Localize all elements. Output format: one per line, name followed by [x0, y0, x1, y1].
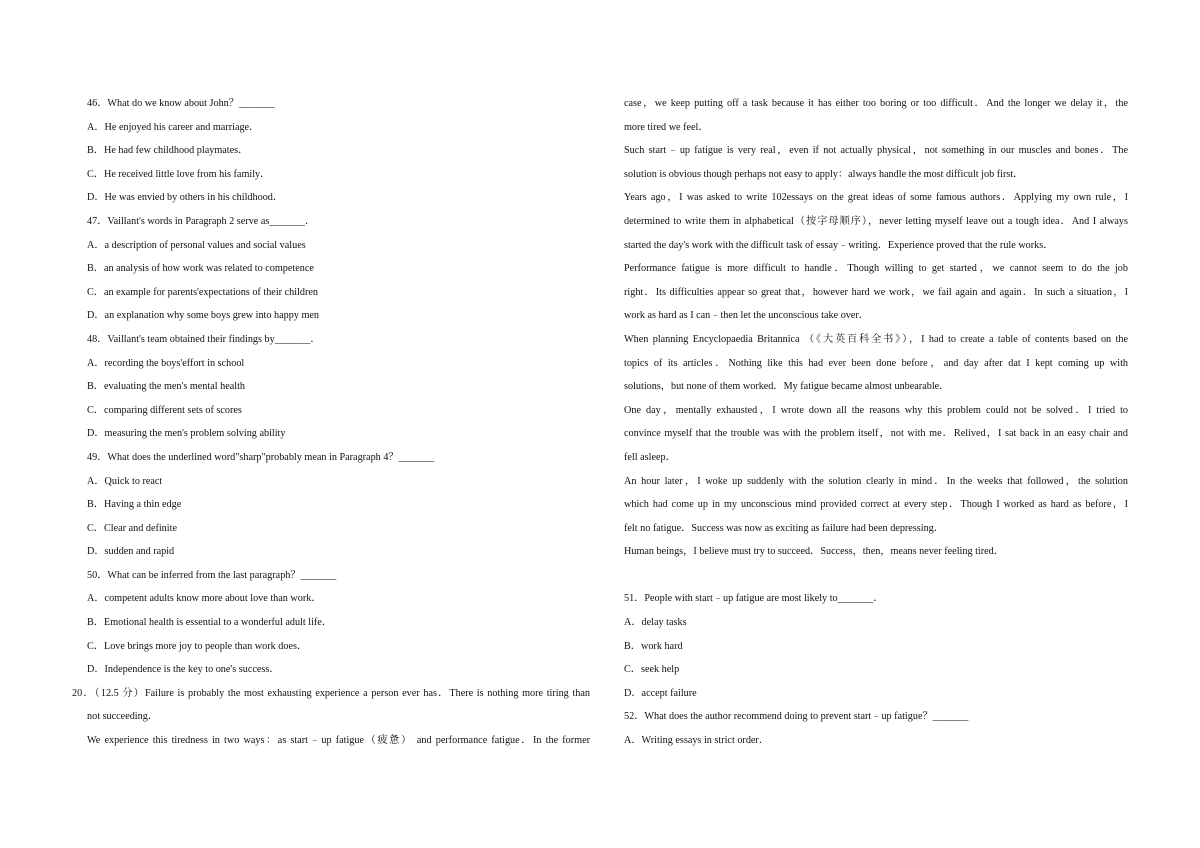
text-line: D．an explanation why some boys grew into happy men — [87, 310, 320, 322]
text-line: D．Independence is the key to one's success． — [87, 664, 280, 676]
text-line: which had come up in my unconscious mind provided correct at every step．Though I worked as hard as before，I — [624, 499, 1128, 511]
text-line: C．Love brings more joy to people than work does． — [87, 640, 308, 652]
text-line: solutions，but none of them worked．My fatigue became almost unbearable． — [624, 381, 950, 393]
text-line: One day，mentally exhausted，I wrote down all the reasons why this problem could not be solved．I tried to — [624, 404, 1128, 416]
text-line: B．He had few childhood playmates． — [87, 145, 249, 157]
text-line: An hour later，I woke up suddenly with the solution clearly in mind．In the weeks that followed，the solution — [624, 475, 1128, 487]
text-line: 48．Vaillant's team obtained their findings by_______． — [87, 333, 321, 345]
text-line: 49．What does the underlined word"sharp"probably mean in Paragraph 4？_______ — [87, 451, 435, 463]
text-line: Performance fatigue is more difficult to handle．Though willing to get started，we cannot seem to do the job — [624, 263, 1128, 275]
text-line: A．delay tasks — [624, 617, 687, 629]
text-line: 51．People with start﹣up fatigue are most likely to_______． — [624, 593, 884, 605]
left-column — [72, 92, 590, 753]
text-line: started the day's work with the difficult task of essay﹣writing．Experience proved that the rule works． — [624, 239, 1054, 251]
text-line: C．comparing different sets of scores — [87, 404, 242, 416]
right-column — [624, 92, 1128, 753]
text-line: Years ago，I was asked to write 102essays on the great ideas of some famous authors．Applying my own rule，I — [624, 192, 1128, 204]
text-line: A．competent adults know more about love than work． — [87, 593, 322, 605]
text-line: 46．What do we know about John？_______ — [87, 98, 275, 109]
text-line: fell asleep． — [624, 451, 676, 463]
text-line: We experience this tiredness in two ways：as start﹣up fatigue（疲惫） and performance fatigue．In the former — [87, 735, 590, 747]
text-line: determined to write them in alphabetical（按字母顺序），never letting myself leave out a tough idea．And I always — [624, 215, 1128, 227]
text-line: 20．（12.5 分）Failure is probably the most exhausting experience a person ever has．There is nothing more tiring than — [72, 687, 590, 699]
text-line: C．He received little love from his family． — [87, 168, 271, 180]
text-line: A．He enjoyed his career and marriage． — [87, 121, 260, 133]
text-line: right．Its difficulties appear so great that，however hard we work，we fail again and again．In such a situation，I — [624, 286, 1128, 298]
text-line: Such start﹣up fatigue is very real，even if not actually physical，not something in our muscles and bones．The — [624, 145, 1128, 157]
text-line: topics of its articles．Nothing like this had ever been done before，and day after dat I kept coming up with — [624, 357, 1128, 369]
text-line: D．He was envied by others in his childhood． — [87, 192, 284, 204]
text-line: 52．What does the author recommend doing to prevent start﹣up fatigue？_______ — [624, 711, 969, 723]
text-line: Human beings，I believe must try to succeed．Success，then，means never feeling tired． — [624, 546, 1004, 558]
text-line: B．Having a thin edge — [87, 499, 182, 511]
text-line: B．an analysis of how work was related to competence — [87, 263, 314, 275]
text-line: A．Quick to react — [87, 475, 163, 487]
text-line: B．evaluating the men's mental health — [87, 381, 246, 393]
text-line: case，we keep putting off a task because it has either too boring or too difficult．And the longer we delay it，the — [624, 98, 1128, 109]
text-line: solution is obvious though perhaps not easy to apply：always handle the most difficult job first． — [624, 168, 1024, 180]
text-line: B．Emotional health is essential to a wonderful adult life． — [87, 617, 333, 629]
text-line: not succeeding． — [87, 711, 159, 723]
text-line: C．Clear and definite — [87, 522, 177, 534]
text-line: D．sudden and rapid — [87, 546, 175, 558]
text-line — [624, 564, 1128, 588]
text-line: A．recording the boys'effort in school — [87, 357, 245, 369]
text-line: D．accept failure — [624, 687, 697, 699]
text-line: 47．Vaillant's words in Paragraph 2 serve as_______． — [87, 215, 316, 227]
text-line: A．Writing essays in strict order． — [624, 735, 770, 747]
text-line: D．measuring the men's problem solving ability — [87, 428, 286, 440]
text-line: 50．What can be inferred from the last paragraph？_______ — [87, 569, 337, 581]
text-line: convince myself that the trouble was with the problem itself，not with me．Relived，I sat back in an easy chair and — [624, 428, 1128, 440]
text-line: felt no fatigue．Success was now as exciting as failure had been depressing． — [624, 522, 944, 534]
text-line: C．seek help — [624, 664, 680, 676]
text-line: B．work hard — [624, 640, 683, 652]
text-line: C．an example for parents'expectations of their children — [87, 286, 318, 298]
text-line: When planning Encyclopaedia Britannica （《大英百科全书》），I had to create a table of contents based on the — [624, 333, 1128, 345]
text-line: more tired we feel． — [624, 121, 709, 133]
text-line: work as hard as I can﹣then let the unconscious take over． — [624, 310, 869, 322]
text-line: A．a description of personal values and social values — [87, 239, 306, 251]
